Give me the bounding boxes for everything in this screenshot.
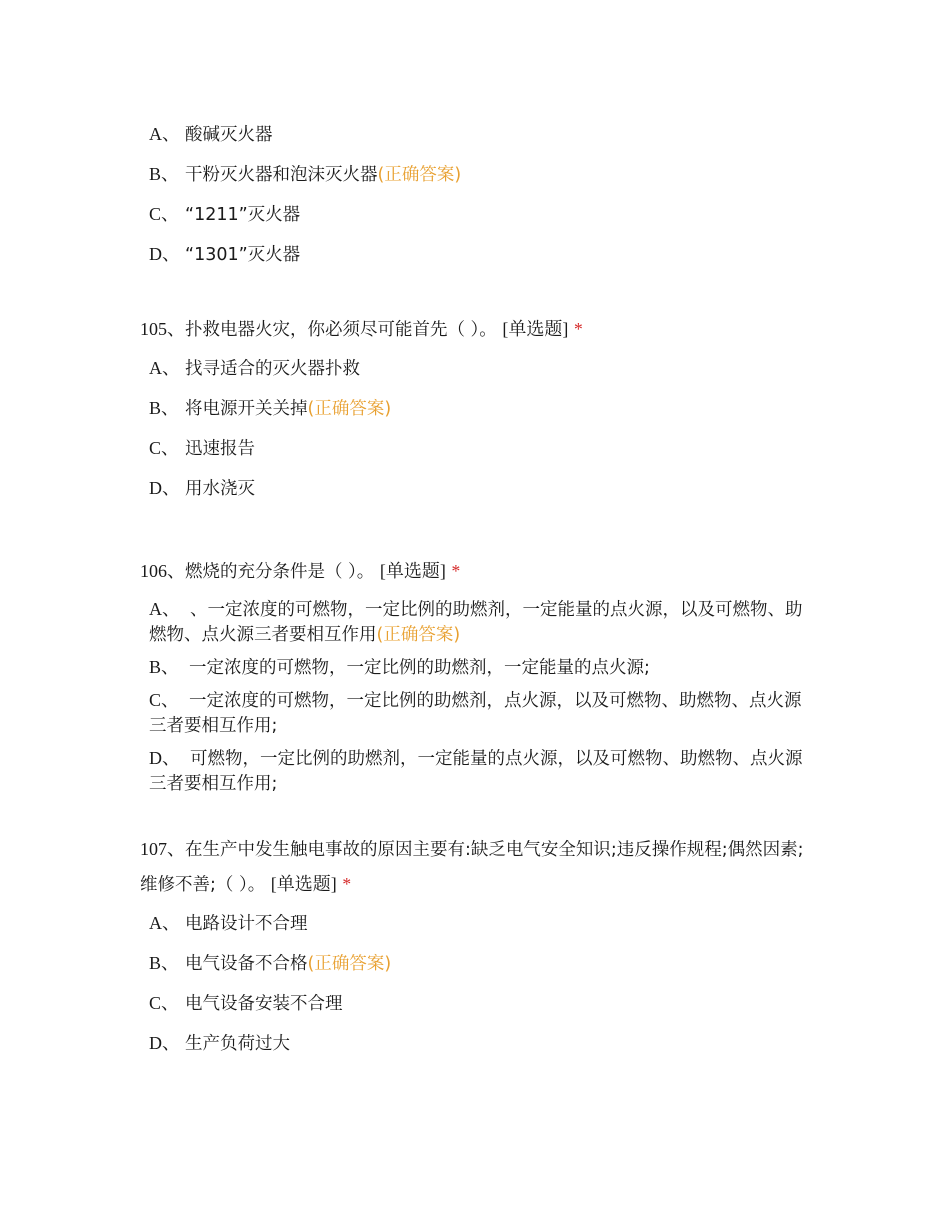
option-d[interactable] [140, 241, 820, 281]
option-a[interactable] [140, 355, 820, 395]
option-d[interactable] [140, 475, 820, 515]
option-letter: A、 [149, 124, 180, 144]
option-letter: C、 [149, 690, 180, 710]
option-text: 可燃物，一定比例的助燃剂，一定能量的点火源，以及可燃物、助燃物、点火源三者要相互作用; [149, 749, 803, 794]
option-letter: D、 [149, 244, 180, 264]
option-text: 电路设计不合理 [185, 914, 308, 934]
option-text: 将电源开关关掉 [185, 399, 308, 419]
question-title [140, 832, 810, 902]
option-text: 电气设备不合格 [185, 954, 308, 974]
option-a[interactable] [140, 910, 820, 950]
option-text: “1301”灭火器 [185, 245, 301, 265]
question-type: [单选题] [270, 874, 337, 894]
option-text: 迅速报告 [185, 439, 255, 459]
option-d[interactable] [140, 1030, 820, 1070]
question-number: 105、 [140, 319, 185, 339]
option-letter: C、 [149, 438, 180, 458]
option-c[interactable] [140, 435, 820, 475]
option-text: 生产负荷过大 [185, 1034, 290, 1054]
option-b[interactable] [140, 395, 820, 435]
question-title [140, 554, 810, 589]
correct-answer-tag: (正确答案) [307, 399, 392, 419]
option-letter: D、 [149, 748, 180, 768]
option-text: 一定浓度的可燃物，一定比例的助燃剂，一定能量的点火源; [189, 658, 650, 678]
option-a[interactable] [140, 121, 820, 161]
question-type: [单选题] [502, 319, 569, 339]
option-text: 干粉灭火器和泡沫灭火器 [185, 165, 378, 185]
required-marker: * [451, 561, 461, 581]
correct-answer-tag: (正确答案) [307, 954, 392, 974]
prev-question-options [140, 121, 820, 281]
question-107 [140, 832, 820, 1070]
question-105 [140, 312, 820, 515]
option-text: 用水浇灭 [185, 479, 255, 499]
correct-answer-tag: (正确答案) [377, 165, 462, 185]
option-b[interactable] [140, 950, 820, 990]
option-letter: B、 [149, 953, 180, 973]
option-c[interactable] [140, 201, 820, 241]
option-letter: C、 [149, 993, 180, 1013]
option-b[interactable] [140, 655, 809, 681]
option-text: 酸碱灭火器 [185, 125, 273, 145]
option-letter: D、 [149, 1033, 180, 1053]
question-title [140, 312, 810, 347]
question-type: [单选题] [379, 561, 446, 581]
option-letter: B、 [149, 164, 180, 184]
option-text: 电气设备安装不合理 [185, 994, 343, 1014]
option-b[interactable] [140, 161, 820, 201]
option-letter: B、 [149, 657, 180, 677]
option-text: 找寻适合的灭火器扑救 [185, 359, 360, 379]
option-text: “1211”灭火器 [185, 205, 301, 225]
question-text: 燃烧的充分条件是（ ）。 [185, 562, 375, 582]
option-text: 一定浓度的可燃物，一定比例的助燃剂，点火源，以及可燃物、助燃物、点火源三者要相互作用; [149, 691, 802, 736]
required-marker: * [573, 319, 583, 339]
option-c[interactable] [140, 990, 820, 1030]
required-marker: * [342, 874, 352, 894]
option-c[interactable] [140, 688, 809, 739]
option-d[interactable] [140, 746, 809, 797]
option-letter: B、 [149, 398, 180, 418]
option-a[interactable] [140, 597, 809, 648]
question-number: 107、 [140, 839, 185, 859]
question-text: 扑救电器火灾，你必须尽可能首先（ ）。 [185, 320, 497, 340]
option-letter: A、 [149, 358, 180, 378]
question-106 [140, 554, 820, 804]
correct-answer-tag: (正确答案) [376, 625, 461, 645]
option-letter: A、 [149, 599, 180, 619]
option-letter: C、 [149, 204, 180, 224]
option-letter: A、 [149, 913, 180, 933]
question-text: 在生产中发生触电事故的原因主要有:缺乏电气安全知识;违反操作规程;偶然因素;维修不善;（ ）。 [140, 840, 804, 895]
option-text: 、一定浓度的可燃物，一定比例的助燃剂，一定能量的点火源，以及可燃物、助燃物、点火源三者要相互作用 [149, 600, 803, 645]
option-letter: D、 [149, 478, 180, 498]
question-number: 106、 [140, 561, 185, 581]
